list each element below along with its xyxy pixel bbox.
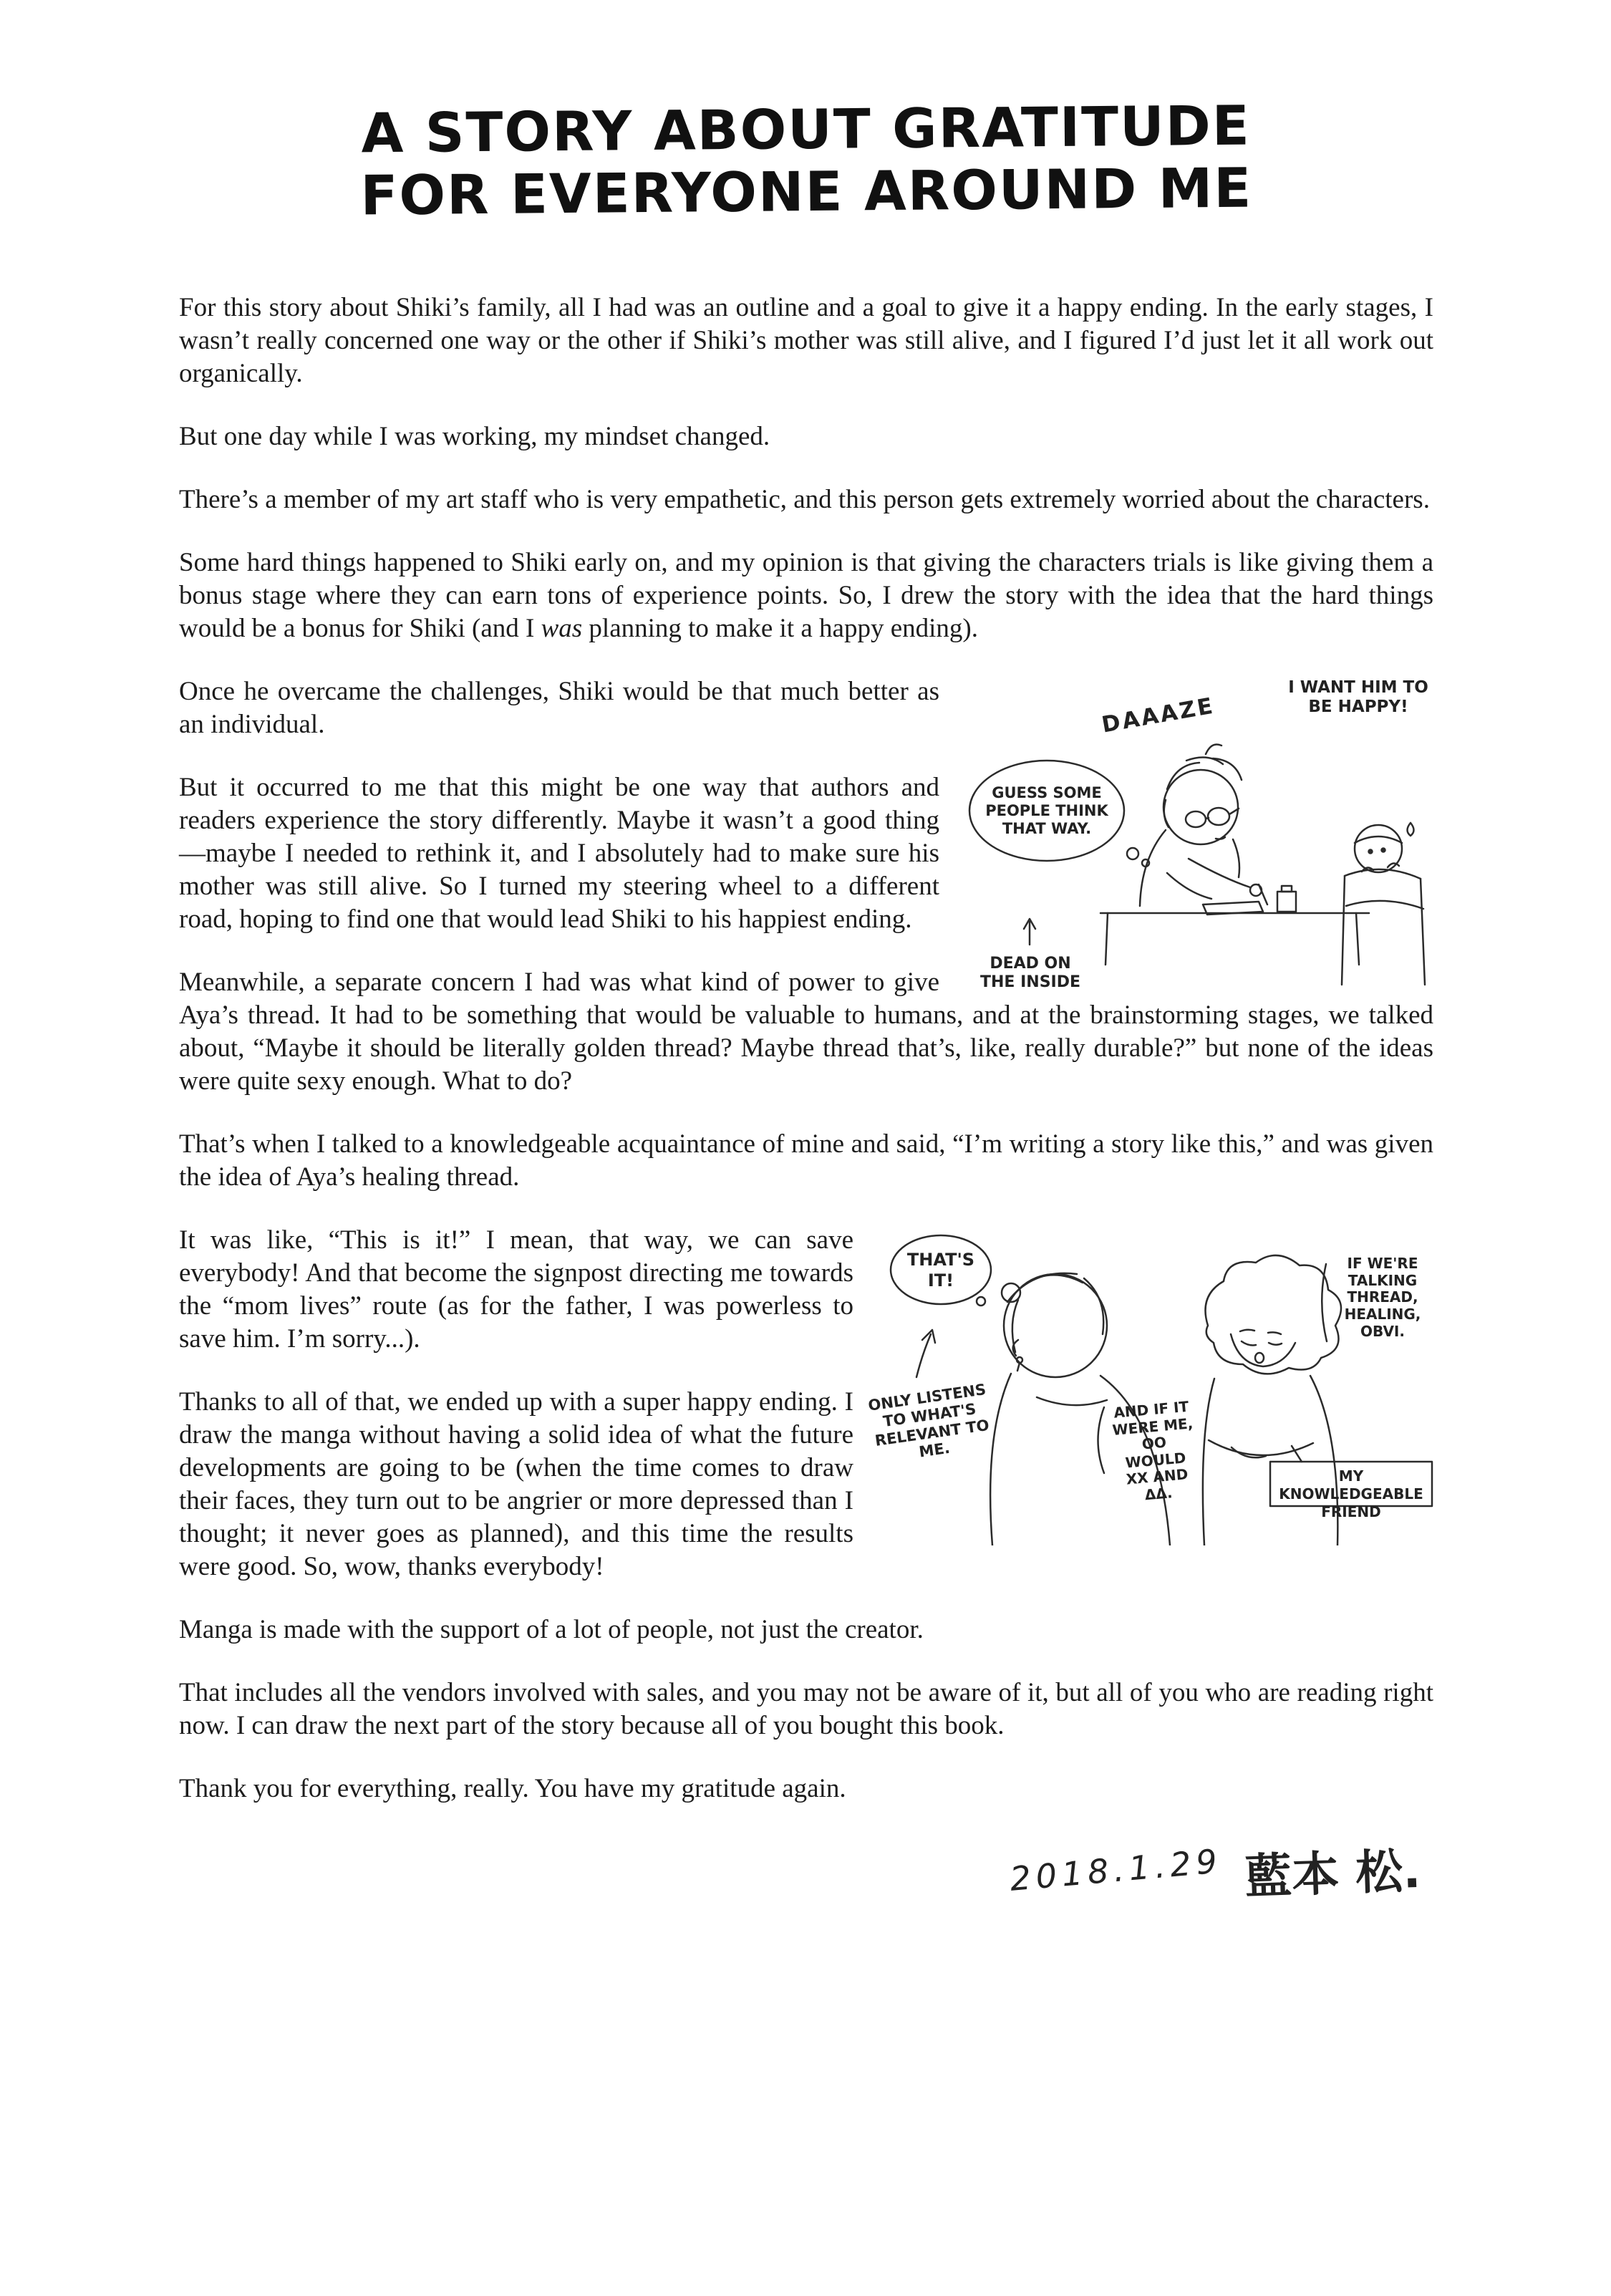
paragraph-5: Once he overcame the challenges, Shiki would be that much better as an individual. bbox=[179, 677, 939, 740]
paragraph-4-start: Some hard things happened to Shiki early on, and my opinion is that giving the characters trials is like giving them a bonus stage where they can earn tons of experience points. So, I drew the story with the idea that the hard things would be a bonus for Shiki (and I bbox=[179, 548, 1433, 644]
knowledgeable-friend-tag: MY KNOWLEDGEABLE FRIEND bbox=[1279, 1467, 1423, 1521]
paragraph-4-emphasis: was bbox=[541, 614, 583, 644]
dead-inside-label: DEAD ON THE INSIDE bbox=[979, 955, 1081, 992]
signature bbox=[179, 1836, 1433, 1904]
page-content bbox=[179, 0, 1433, 1904]
desk-scene-illustration bbox=[961, 678, 1433, 993]
paragraph-10: Thanks to all of that, we ended up with a super happy ending. I draw the manga without having a solid idea of what the future developments are going to be (when the time comes to draw their faces, they turn out to be angrier or more depressed than I thought; it never goes as planned), and this time the results were good. So, wow, thanks everybody! bbox=[179, 1387, 853, 1582]
paragraph-12: That includes all the vendors involved with sales, and you may not be aware of it, but all of you who are reading right now. I can draw the next part of the story because all of you bought this book. bbox=[179, 1678, 1433, 1741]
paragraph-11: Manga is made with the support of a lot of people, not just the creator. bbox=[179, 1615, 924, 1645]
title-line-1: A STORY ABOUT GRATITUDE bbox=[361, 93, 1252, 165]
paragraph-2: But one day while I was working, my mindset changed. bbox=[179, 422, 770, 452]
daze-sound-label: DAAAZE bbox=[1100, 693, 1217, 738]
friend-thread-line: IF WE'RE TALKING THREAD, HEALING, OBVI. bbox=[1344, 1255, 1421, 1340]
body-text bbox=[179, 291, 1433, 1805]
staff-wish-text: I WANT HIM TO BE HAPPY! bbox=[1288, 678, 1428, 717]
artist-figure bbox=[1140, 745, 1267, 907]
page-title bbox=[178, 93, 1433, 228]
paragraph-7: Meanwhile, a separate concern I had was what kind of power to give Aya’s thread. It had to be something that would be valuable to humans, and at the brainstorming stages, we talked about, “Maybe it should be literally golden thread? Maybe thread that’s, like, really durable?” but none of the ideas were quite sexy enough. What to do? bbox=[179, 968, 1433, 1096]
friend-scene-illustration bbox=[867, 1227, 1433, 1545]
paragraph-9: It was like, “This is it!” I mean, that way, we can save everybody! And that become the signpost directing me towards the “mom lives” route (as for the father, I was powerless to save him. I’m sorry...). bbox=[179, 1225, 853, 1354]
thought-bubble-text: GUESS SOME PEOPLE THINK THAT WAY. bbox=[985, 784, 1108, 837]
paragraph-4 bbox=[179, 546, 1433, 645]
friend-ifme-line: AND IF IT WERE ME, OO WOULD XX AND ΔΔ. bbox=[1111, 1397, 1194, 1504]
signature-name: 藍本 松. bbox=[1243, 1843, 1422, 1905]
only-listens-label: ONLY LISTENS TO WHAT'S RELEVANT TO ME. bbox=[867, 1381, 990, 1462]
paragraph-8: That’s when I talked to a knowledgeable acquaintance of mine and said, “I’m writing a story like this,” and was given the idea of Aya’s healing thread. bbox=[179, 1129, 1433, 1192]
title-line-2: FOR EVERYONE AROUND ME bbox=[360, 155, 1253, 228]
paragraph-4-end: planning to make it a happy ending). bbox=[582, 614, 978, 644]
paragraph-3: There’s a member of my art staff who is very empathetic, and this person gets extremely worried about the characters. bbox=[179, 485, 1430, 515]
paragraph-6: But it occurred to me that this might be one way that authors and readers experience the story differently. Maybe it wasn’t a good thing—maybe I needed to rethink it, and I absolutely had to make sure his mother was still alive. So I turned my steering wheel to a different road, hoping to find one that would lead Shiki to his happiest ending. bbox=[179, 773, 939, 935]
dead-inside-arrow bbox=[1024, 919, 1035, 945]
only-listens-arrow bbox=[916, 1330, 935, 1377]
staff-member-figure bbox=[1355, 823, 1414, 872]
thats-it-bubble-text: THAT'S IT! bbox=[906, 1250, 975, 1291]
signature-date: 2018.1.29 bbox=[1007, 1841, 1224, 1899]
paragraph-1: For this story about Shiki’s family, all I had was an outline and a goal to give it a happy ending. In the early stages, I wasn’t really concerned one way or the other if Shiki’s mother was still alive, and I figured I’d just let it all work out organically. bbox=[179, 293, 1433, 389]
paragraph-13: Thank you for everything, really. You have my gratitude again. bbox=[179, 1774, 846, 1804]
chair bbox=[1342, 864, 1425, 985]
